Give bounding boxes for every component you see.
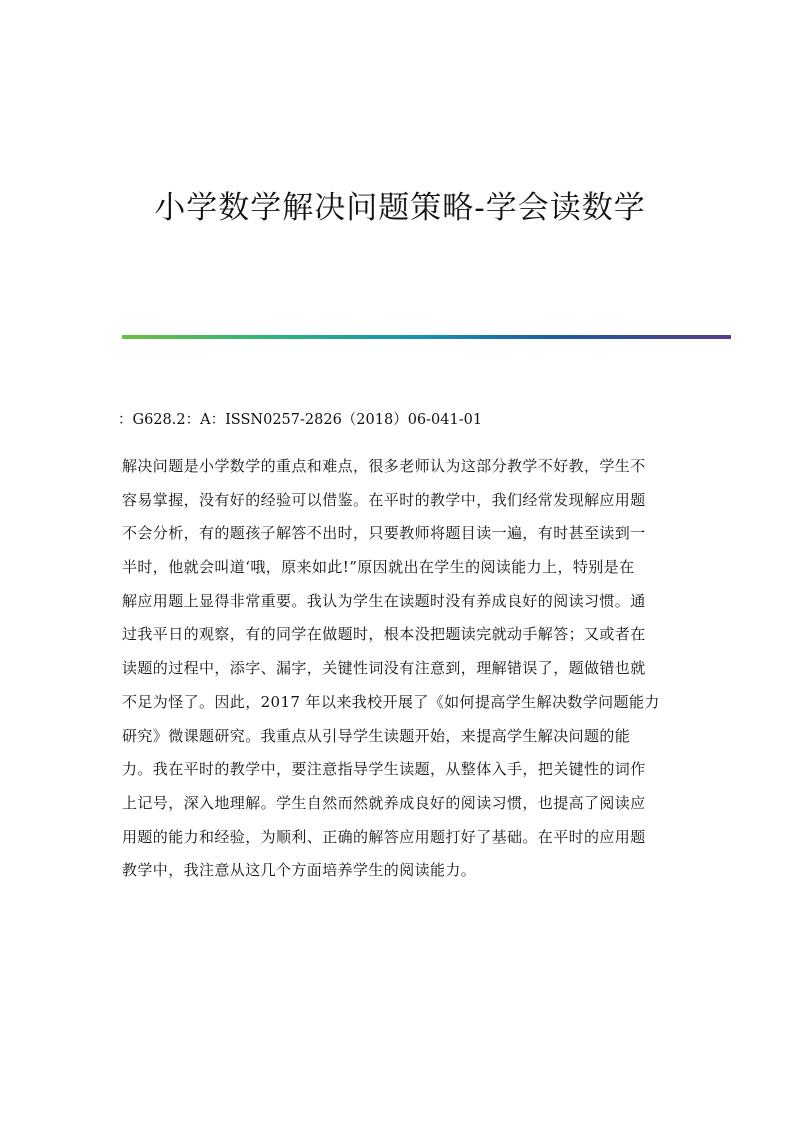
document-title: 小学数学解决问题策略-学会读数学 xyxy=(154,190,646,226)
paragraph-line: 研究》微课题研究。我重点从引导学生读题开始，来提高学生解决问题的能 xyxy=(122,726,631,745)
paragraph-line: 解应用题上显得非常重要。我认为学生在读题时没有养成良好的阅读习惯。通 xyxy=(122,591,646,610)
paragraph-line: 过我平日的观察，有的同学在做题时，根本没把题读完就动手解答；又或者在 xyxy=(122,625,646,644)
classification-line: ：G628.2：A：ISSN0257-2826（2018）06-041-01 xyxy=(118,412,483,428)
paragraph-line: 解决问题是小学数学的重点和难点，很多老师认为这部分教学不好教，学生不 xyxy=(122,457,646,475)
body-paragraph xyxy=(122,455,678,893)
paragraph-line: 上记号，深入地理解。学生自然而然就养成良好的阅读习惯，也提高了阅读应 xyxy=(122,793,646,812)
paragraph-line: 不会分析，有的题孩子解答不出时，只要教师将题目读一遍，有时甚至读到一 xyxy=(122,524,646,543)
paragraph-line: 用题的能力和经验，为顺利、正确的解答应用题打好了基础。在平时的应用题 xyxy=(122,827,646,846)
paragraph-line: 读题的过程中，添字、漏字，关键性词没有注意到，理解错误了，题做错也就 xyxy=(122,659,646,678)
paragraph-line: 教学中，我注意从这几个方面培养学生的阅读能力。 xyxy=(122,861,477,880)
paragraph-line: 容易掌握，没有好的经验可以借鉴。在平时的教学中，我们经常发现解应用题 xyxy=(122,490,646,509)
paragraph-line: 不足为怪了。因此，2017 年以来我校开展了《如何提高学生解决数学问题能力 xyxy=(122,692,660,711)
paragraph-line: 力。我在平时的教学中，要注意指导学生读题，从整体入手，把关键性的词作 xyxy=(122,760,646,779)
title-divider xyxy=(122,335,731,339)
paragraph-line: 半时，他就会叫道‘哦，原来如此!”原因就出在学生的阅读能力上，特别是在 xyxy=(122,558,635,577)
